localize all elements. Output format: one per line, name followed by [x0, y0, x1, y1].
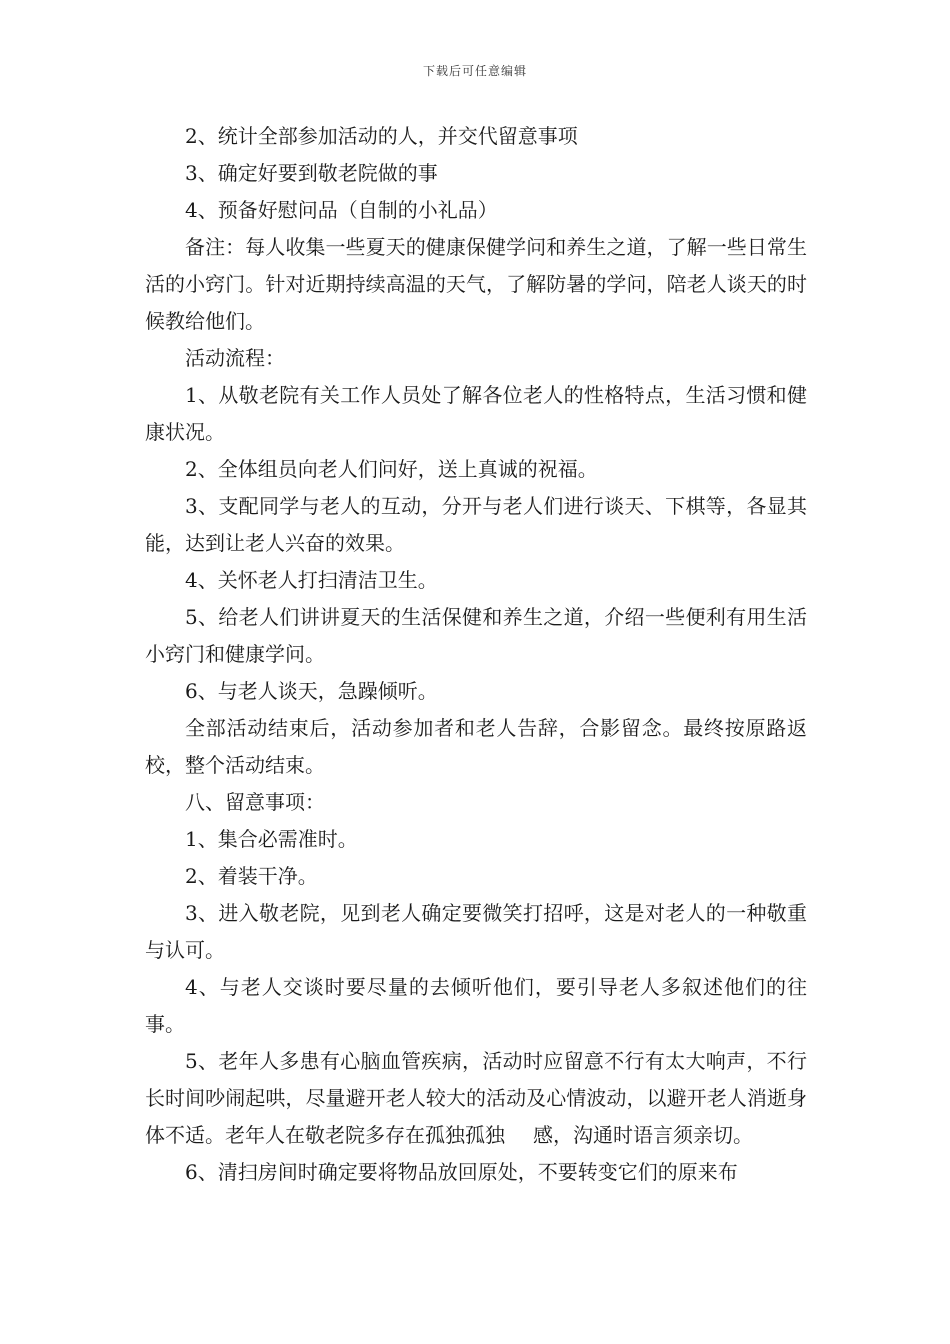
paragraph-step-2: 2、统计全部参加活动的人，并交代留意事项 [185, 124, 578, 148]
paragraph-note-6: 6、清扫房间时确定要将物品放回原处，不要转变它们的原来布 [185, 1160, 738, 1184]
section-heading-process: 活动流程： [185, 346, 285, 370]
paragraph-process-2: 2、全体组员向老人们问好，送上真诚的祝福。 [185, 457, 598, 481]
paragraph-step-4: 4、预备好慰问品（自制的小礼品） [185, 198, 498, 222]
paragraph-conclusion: 全部活动结束后，活动参加者和老人告辞，合影留念。最终按原路返校，整个活动结束。 [145, 716, 807, 777]
paragraph-note-3: 3、进入敬老院，见到老人确定要微笑打招呼，这是对老人的一种敬重与认可。 [145, 901, 807, 962]
paragraph-note-5-part-2: 感，沟通时语言须亲切。 [533, 1123, 753, 1147]
paragraph-process-6: 6、与老人谈天，急躁倾听。 [185, 679, 438, 703]
paragraph-note-1: 1、集合必需准时。 [185, 827, 358, 851]
paragraph-step-3: 3、确定好要到敬老院做的事 [185, 161, 438, 185]
paragraph-note-4: 4、与老人交谈时要尽量的去倾听他们，要引导老人多叙述他们的往事。 [145, 975, 807, 1036]
paragraph-note-2: 2、着装干净。 [185, 864, 318, 888]
paragraph-process-4: 4、关怀老人打扫清洁卫生。 [185, 568, 438, 592]
paragraph-note-5-part-1: 5、老年人多患有心脑血管疾病，活动时应留意不行有太大响声，不行长时间吵闹起哄，尽量避开老人较大的活动及心情波动，以避开老人消逝身体不适。老年人在敬老院多存在孤独孤独 [145, 1049, 807, 1147]
section-heading-notes: 八、留意事项： [185, 790, 325, 814]
paragraph-process-3: 3、支配同学与老人的互动，分开与老人们进行谈天、下棋等，各显其能，达到让老人兴奋的效果。 [145, 494, 807, 555]
page-header: 下载后可任意编辑 [422, 64, 527, 78]
paragraph-remark: 备注：每人收集一些夏天的健康保健学问和养生之道，了解一些日常生活的小窍门。针对近期持续高温的天气，了解防暑的学问，陪老人谈天的时候教给他们。 [145, 235, 807, 333]
paragraph-note-5 [145, 1043, 807, 1154]
document-body [145, 118, 807, 1191]
paragraph-process-5: 5、给老人们讲讲夏天的生活保健和养生之道，介绍一些便利有用生活小窍门和健康学问。 [145, 605, 807, 666]
paragraph-process-1: 1、从敬老院有关工作人员处了解各位老人的性格特点，生活习惯和健康状况。 [145, 383, 807, 444]
